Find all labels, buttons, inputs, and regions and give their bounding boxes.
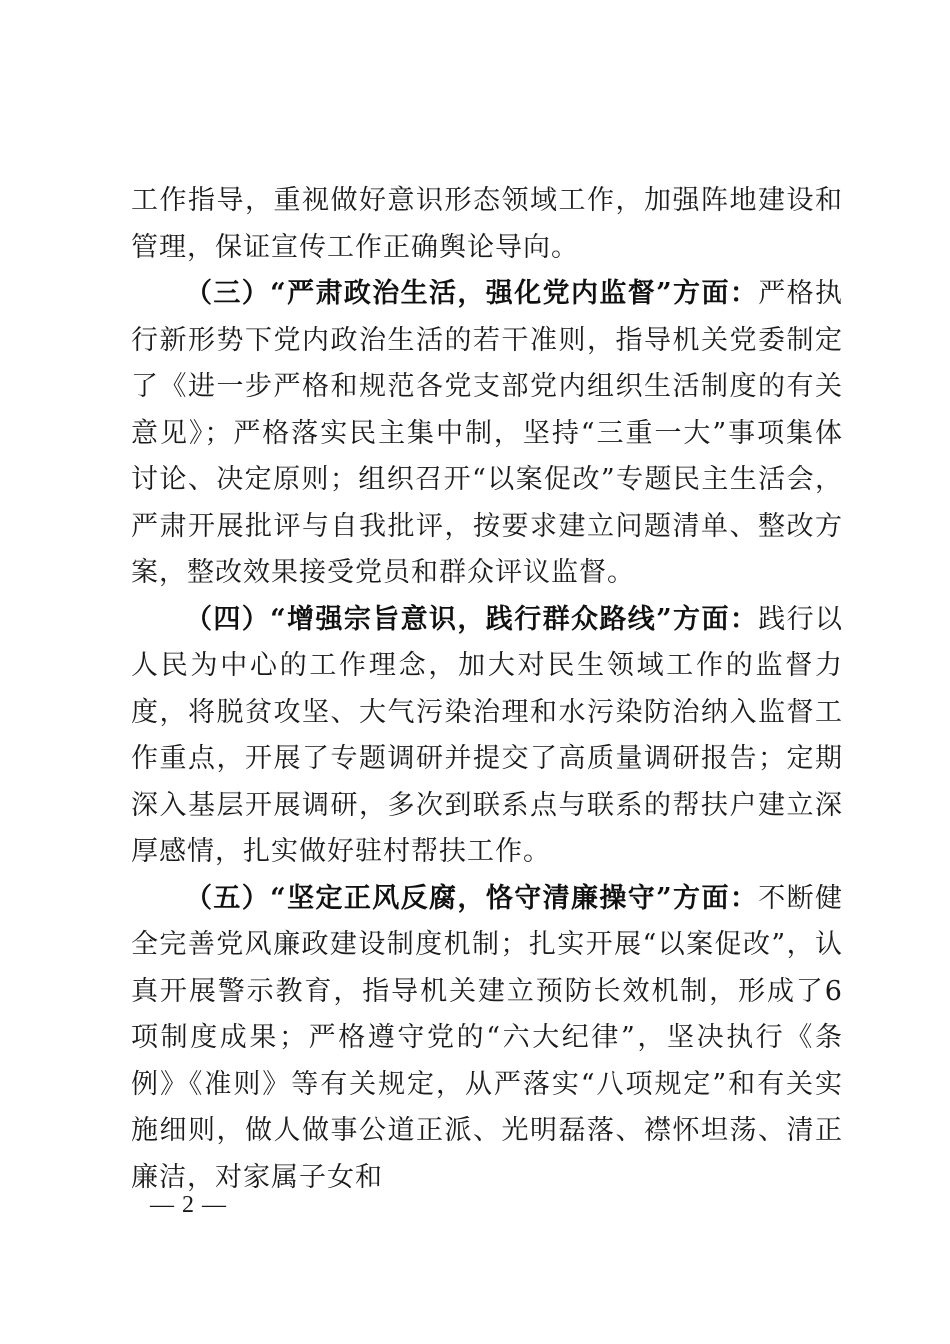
section-heading: （三）“严肃政治生活，强化党内监督”方面： [185,278,759,309]
paragraph-section-3 [131,271,843,597]
section-heading: （五）“坚定正风反腐，恪守清廉操守”方面： [185,882,759,914]
paragraph-section-4 [131,597,843,876]
paragraph-body: 践行以人民为中心的工作理念，加大对民生领域工作的监督力度，将脱贫攻坚、大气污染治理和水污染防治纳入监督工作重点，开展了专题调研并提交了高质量调研报告；定期深入基层开展调研，多次到联系点与联系的帮扶户建立深厚感情，扎实做好驻村帮扶工作。 [131,603,844,867]
paragraph-section-5 [131,876,843,1202]
paragraph-continuation [131,178,843,271]
paragraph-body: 工作指导，重视做好意识形态领域工作，加强阵地建设和管理，保证宣传工作正确舆论导向。 [131,185,843,263]
page-number: — 2 — [150,1192,227,1218]
section-heading: （四）“增强宗旨意识，践行群众路线”方面： [185,603,759,635]
paragraph-body: 严格执行新形势下党内政治生活的若干准则，指导机关党委制定了《进一步严格和规范各党支部党内组织生活制度的有关意见》；严格落实民主集中制，坚持“三重一大”事项集体讨论、决定原则；组织召开“以案促改”专题民主生活会，严肃开展批评与自我批评，按要求建立问题清单、整改方案，整改效果接受党员和群众评议监督。 [131,278,844,588]
document-body [131,178,843,1201]
paragraph-body: 不断健全完善党风廉政建设制度机制；扎实开展“以案促改”，认真开展警示教育，指导机关建立预防长效机制，形成了6项制度成果；严格遵守党的“六大纪律”，坚决执行《条例》《准则》等有关规定，从严落实“八项规定”和有关实施细则，做人做事公道正派、光明磊落、襟怀坦荡、清正廉洁，对家属子女和 [131,882,844,1193]
